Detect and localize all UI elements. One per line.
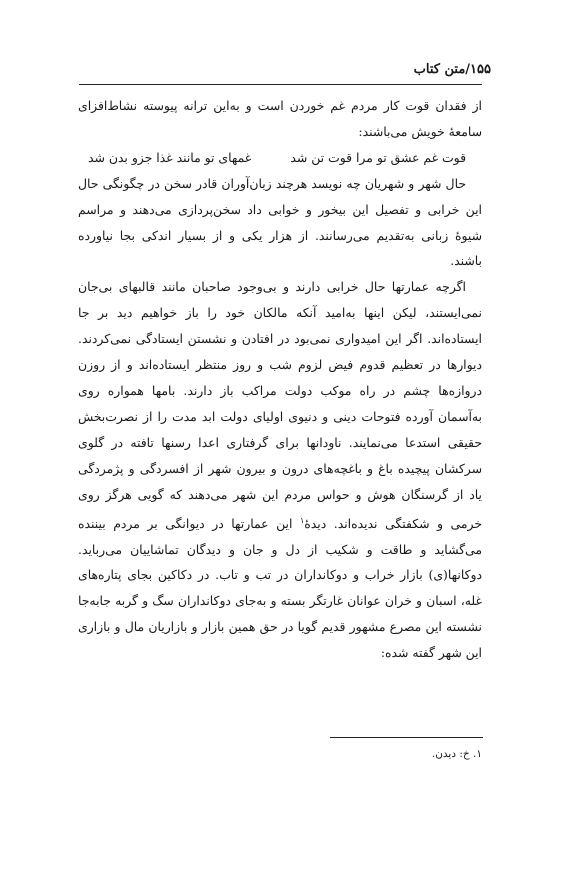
verse-line — [78, 145, 482, 171]
footnote: ۱. خ: دیدن. — [431, 748, 482, 760]
header-rule — [79, 84, 482, 85]
running-header: ۱۵۵/متن کتاب — [413, 62, 491, 77]
footnote-rule — [330, 737, 483, 738]
paragraph-3-part-2: این عمارتها در دیوانگی بر مردم بیننده می‌گشاید و طاقت و شکیب از دل و جان و دیدگان تماشاییان می‌رباید. دوکانها(ی) بازار خراب و دوکانداران در تب و تاب. در دکاکین بجای پتاره‌های غله، اسبان و خران عوانان غارتگر بسته و به‌جای دوکانداران سگ و گربه جابه‌جا نشسته این مصرع مشهور قدیم گویا در حق همین بازار و بازاریان مال و بازاری این شهر گفته شده: — [78, 515, 482, 661]
paragraph-1: از فقدان قوت کار مردم غم خوردن است و به‌این ترانه پیوسته نشاط‌افزای سامعهٔ خویش می‌باشند: — [78, 98, 482, 139]
main-text — [78, 93, 482, 666]
paragraph-3 — [78, 274, 482, 666]
paragraph-2: حال شهر و شهریان چه نویسد هرچند زبان‌آوران قادر سخن در چگونگی حال این خرابی و تفصیل این بیخور و خوابی داد سخن‌پردازی می‌دهند و مراسم شیوهٔ زبانی به‌تقدیم می‌رسانند. از هزار یکی و از بسیار اندکی بجا نیاورده باشند. — [78, 175, 482, 269]
verse-left-hemistich: غمهای تو مانند غذا جزو بدن شد — [88, 149, 252, 165]
paragraph-3-part-1: اگرچه عمارتها حال خرابی دارند و بی‌وجود صاحبان مانند قالبهای بی‌جان نمی‌ایستند، لیکن اینها به‌امید آنکه مالکان خود را باز خواهیم دید بر جا ایستاده‌اند. اگر این امیدواری نمی‌بود در افتادن و نشستن ایستادگی نمی‌کردند. دیوارها در تعظیم قدوم فیض لزوم شب و روز منتظر ایستاده‌اند و از روزن دروازه‌ها چشم در راه موکب دولت مراکب باز دارند. بامها همواره روی به‌آسمان آورده فتوحات دینی و دنیوی اولیای دولت ابد مدت را از نصرت‌بخش حقیقی استدعا می‌نمایند. ناودانها برای گرفتاری اعدا رسنها تافته در گلوی سرکشان پیچیده باغ و باغچه‌های درون و بیرون شهر از افسردگی و پژمردگی یاد از گرسنگان هوش و حواس مردم این شهر می‌دهند که گویی هرگز روی خرمی و شکفتگی ندیده‌اند. دیدهٔ — [78, 279, 483, 531]
verse-right-hemistich: قوت غم عشق تو مرا قوت تن شد — [290, 149, 466, 165]
footnote-marker: ۱ — [299, 515, 305, 525]
